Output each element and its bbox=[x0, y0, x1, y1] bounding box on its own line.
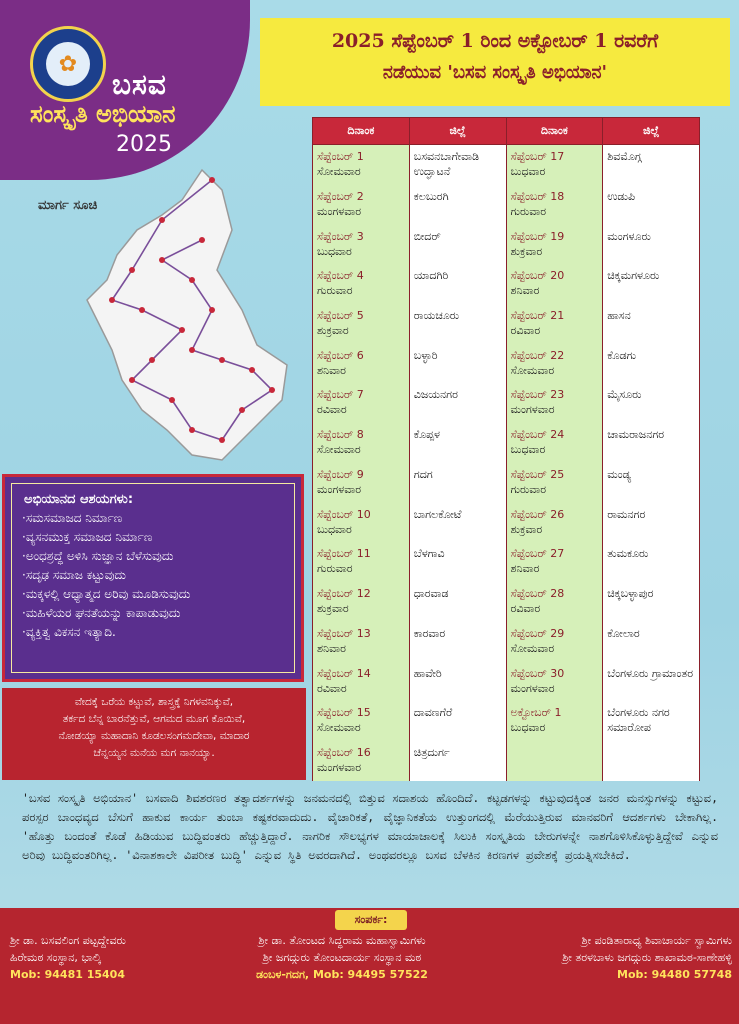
date-cell: ಸೆಪ್ಟೆಂಬರ್ 20 ಶನಿವಾರ bbox=[506, 264, 603, 304]
col-header-date-2: ದಿನಾಂಕ bbox=[506, 118, 603, 145]
table-row bbox=[313, 662, 700, 702]
district-cell bbox=[603, 741, 700, 781]
aims-item: ·ಸಮಸಮಾಜದ ನಿರ್ಮಾಣ bbox=[22, 511, 123, 525]
table-row bbox=[313, 463, 700, 503]
table-row bbox=[313, 423, 700, 463]
district-cell: ಹಾಸನ bbox=[603, 304, 700, 344]
district-cell: ಹಾವೇರಿ bbox=[409, 662, 506, 702]
contact-3 bbox=[470, 932, 732, 983]
aims-item: ·ವ್ಯಕ್ತಿತ್ವ ವಿಕಸನ ಇತ್ಯಾದಿ. bbox=[22, 625, 116, 639]
table-row bbox=[313, 701, 700, 741]
district-cell: ಮೈಸೂರು bbox=[603, 383, 700, 423]
district-cell: ಗದಗ bbox=[409, 463, 506, 503]
header-banner bbox=[260, 18, 730, 106]
contact-badge: ಸಂಪರ್ಕ: bbox=[335, 910, 407, 930]
table-row bbox=[313, 582, 700, 622]
date-cell: ಸೆಪ್ಟೆಂಬರ್ 13 ಶನಿವಾರ bbox=[313, 622, 410, 662]
logo-year: 2025 bbox=[116, 132, 172, 157]
date-cell: ಸೆಪ್ಟೆಂಬರ್ 7 ರವಿವಾರ bbox=[313, 383, 410, 423]
district-cell: ಚಿತ್ರದುರ್ಗ bbox=[409, 741, 506, 781]
date-cell: ಸೆಪ್ಟೆಂಬರ್ 19 ಶುಕ್ರವಾರ bbox=[506, 225, 603, 265]
district-cell: ಬೆಂಗಳೂರು ಗ್ರಾಮಾಂತರ bbox=[603, 662, 700, 702]
header-line-2: ನಡೆಯುವ 'ಬಸವ ಸಂಸ್ಕೃತಿ ಅಭಿಯಾನ' bbox=[382, 62, 608, 83]
col-header-district-2: ಜಿಲ್ಲೆ bbox=[603, 118, 700, 145]
district-cell: ಕಾರವಾರ bbox=[409, 622, 506, 662]
date-cell: ಸೆಪ್ಟೆಂಬರ್ 23 ಮಂಗಳವಾರ bbox=[506, 383, 603, 423]
table-row bbox=[313, 145, 700, 185]
date-cell: ಸೆಪ್ಟೆಂಬರ್ 30 ಮಂಗಳವಾರ bbox=[506, 662, 603, 702]
seal-emblem-icon: ✿ bbox=[46, 42, 90, 86]
date-cell: ಸೆಪ್ಟೆಂಬರ್ 22 ಸೋಮವಾರ bbox=[506, 344, 603, 384]
aims-item: ·ವ್ಯಸನಮುಕ್ತ ಸಮಾಜದ ನಿರ್ಮಾಣ bbox=[22, 530, 153, 544]
district-cell: ಚಿಕ್ಕಬಳ್ಳಾಪುರ bbox=[603, 582, 700, 622]
date-cell: ಸೆಪ್ಟೆಂಬರ್ 15 ಸೋಮವಾರ bbox=[313, 701, 410, 741]
route-label: ಮಾರ್ಗ ಸೂಚಿ bbox=[38, 198, 98, 213]
date-cell: ಸೆಪ್ಟೆಂಬರ್ 26 ಶುಕ್ರವಾರ bbox=[506, 503, 603, 543]
table-row bbox=[313, 304, 700, 344]
contact-mobile: Mob: 94481 15404 bbox=[10, 968, 125, 981]
date-cell: ಸೆಪ್ಟೆಂಬರ್ 17 ಬುಧವಾರ bbox=[506, 145, 603, 185]
col-header-district-1: ಜಿಲ್ಲೆ bbox=[409, 118, 506, 145]
date-cell: ಸೆಪ್ಟೆಂಬರ್ 8 ಸೋಮವಾರ bbox=[313, 423, 410, 463]
aims-item: ·ಮಕ್ಕಳಲ್ಲಿ ಆಧ್ಯಾತ್ಮದ ಅರಿವು ಮೂಡಿಸುವುದು bbox=[22, 587, 191, 601]
date-cell bbox=[506, 741, 603, 781]
table-row bbox=[313, 542, 700, 582]
table-row bbox=[313, 225, 700, 265]
date-cell: ಸೆಪ್ಟೆಂಬರ್ 2 ಮಂಗಳವಾರ bbox=[313, 185, 410, 225]
district-cell: ಶಿವಮೊಗ್ಗ bbox=[603, 145, 700, 185]
date-cell: ಸೆಪ್ಟೆಂಬರ್ 29 ಸೋಮವಾರ bbox=[506, 622, 603, 662]
district-cell: ಬೆಳಗಾವಿ bbox=[409, 542, 506, 582]
district-cell: ಬಳ್ಳಾರಿ bbox=[409, 344, 506, 384]
date-cell: ಸೆಪ್ಟೆಂಬರ್ 6 ಶನಿವಾರ bbox=[313, 344, 410, 384]
aims-box bbox=[2, 474, 304, 682]
table-row bbox=[313, 741, 700, 781]
map-outline bbox=[87, 170, 287, 460]
district-cell: ಬೆಂಗಳೂರು ನಗರ ಸಮಾರೋಪ bbox=[603, 701, 700, 741]
contact-mobile: Mob: 94480 57748 bbox=[617, 968, 732, 981]
district-cell: ಬೀದರ್ bbox=[409, 225, 506, 265]
table-row bbox=[313, 264, 700, 304]
contact-name: ಶ್ರೀ ಡಾ. ತೋಂಟದ ಸಿದ್ಧರಾಮ ಮಹಾಸ್ವಾಮಿಗಳು bbox=[258, 934, 426, 947]
district-cell: ರಾಯಚೂರು bbox=[409, 304, 506, 344]
description-paragraph: 'ಬಸವ ಸಂಸ್ಕೃತಿ ಅಭಿಯಾನ' ಬಸವಾದಿ ಶಿವಶರಣರ ತತ್ವಾದರ್ಶಗಳನ್ನು ಜನಮನದಲ್ಲಿ ಬಿತ್ತುವ ಸದಾಶಯ ಹೊಂದಿದೆ. ಕಟ್ಟಡಗಳನ್ನು ಕಟ್ಟುವುದಕ್ಕಿಂತ ಜನರ ಮನಸ್ಸುಗಳನ್ನು ಕಟ್ಟುವ, ಪರಸ್ಪರ ಬಾಂಧವ್ಯದ ಬೆಸುಗೆ ಹಾಕುವ ಕಾರ್ಯ ತುಂಬಾ ಕಷ್ಟಕರವಾದುದು. ವೈಚಾರಿಕತೆ, ವೈಜ್ಞಾನಿಕತೆಯ ಉತ್ತುಂಗದಲ್ಲಿ ಮೆರೆಯುತ್ತಿರುವ ಮಾನವರಿಗೆ ಆದರ್ಶಗಳು ಬೇಕಾಗಿಲ್ಲ. 'ಹೊತ್ತು ಬಂದಂತೆ ಕೊಡೆ ಹಿಡಿಯುವ ಬುದ್ಧಿವಂತರು ಹೆಚ್ಚುತ್ತಿದ್ದಾರೆ. ನಾಗರಿಕ ಸೌಲಭ್ಯಗಳ ಮಾಯಾಜಾಲಕ್ಕೆ ಸಿಲುಕಿ ಸಂಸ್ಕೃತಿಯ ಬೇರುಗಳನ್ನೇ ನಾಶಗೊಳಿಸಿಕೊಳ್ಳುತ್ತಿದ್ದೇವೆ ಎನ್ನುವ ಅರಿವು ಬುದ್ಧಿವಂತರಿಗಿಲ್ಲ. 'ವಿನಾಶಕಾಲೇ ವಿಪರೀತ ಬುದ್ಧಿ' ಎನ್ನುವ ಸ್ಥಿತಿ ಅವರದಾಗಿದೆ. ಅಂಥವರಲ್ಲೂ ಬಸವ ಬೆಳಕಿನ ಕಿರಣಗಳ ಪ್ರವೇಶಕ್ಕೆ ಪ್ರಯತ್ನಿಸಬೇಕಿದೆ. bbox=[22, 791, 718, 862]
contact-org: ಶ್ರೀ ಜಗದ್ಗುರು ತೋಂಟದಾರ್ಯ ಸಂಸ್ಥಾನ ಮಠ bbox=[262, 951, 422, 964]
table-row bbox=[313, 344, 700, 384]
aims-list bbox=[12, 511, 294, 640]
date-cell: ಸೆಪ್ಟೆಂಬರ್ 3 ಬುಧವಾರ bbox=[313, 225, 410, 265]
date-cell: ಅಕ್ಟೋಬರ್ 1 ಬುಧವಾರ bbox=[506, 701, 603, 741]
district-cell: ಕೊಡಗು bbox=[603, 344, 700, 384]
contact-2 bbox=[222, 932, 462, 983]
date-cell: ಸೆಪ್ಟೆಂಬರ್ 28 ರವಿವಾರ bbox=[506, 582, 603, 622]
table-row bbox=[313, 185, 700, 225]
date-cell: ಸೆಪ್ಟೆಂಬರ್ 14 ರವಿವಾರ bbox=[313, 662, 410, 702]
district-cell: ಚಾಮರಾಜನಗರ bbox=[603, 423, 700, 463]
contact-mobile: ಡಂಬಳ-ಗದಗ, Mob: 94495 57522 bbox=[256, 968, 428, 981]
contact-org: ಹಿರೇಮಠ ಸಂಸ್ಥಾನ, ಭಾಲ್ಕಿ bbox=[10, 951, 101, 964]
contact-org: ಶ್ರೀ ತರಳಬಾಳು ಜಗದ್ಗುರು ಶಾಖಾಮಠ-ಸಾಣೇಹಳ್ಳಿ bbox=[562, 951, 732, 964]
seal-logo bbox=[30, 26, 106, 102]
karnataka-route-map bbox=[82, 160, 292, 470]
district-cell: ರಾಮನಗರ bbox=[603, 503, 700, 543]
district-cell: ಬಸವನಬಾಗೇವಾಡಿ ಉದ್ಘಾಟನೆ bbox=[409, 145, 506, 185]
col-header-date-1: ದಿನಾಂಕ bbox=[313, 118, 410, 145]
date-cell: ಸೆಪ್ಟೆಂಬರ್ 27 ಶನಿವಾರ bbox=[506, 542, 603, 582]
district-cell: ಬಾಗಲಕೋಟೆ bbox=[409, 503, 506, 543]
district-cell: ಕೊಪ್ಪಳ bbox=[409, 423, 506, 463]
date-cell: ಸೆಪ್ಟೆಂಬರ್ 11 ಗುರುವಾರ bbox=[313, 542, 410, 582]
district-cell: ಚಿಕ್ಕಮಗಳೂರು bbox=[603, 264, 700, 304]
contact-name: ಶ್ರೀ ಡಾ. ಬಸವಲಿಂಗ ಪಟ್ಟದ್ದೇವರು bbox=[10, 934, 126, 947]
date-cell: ಸೆಪ್ಟೆಂಬರ್ 9 ಮಂಗಳವಾರ bbox=[313, 463, 410, 503]
district-cell: ಧಾರವಾಡ bbox=[409, 582, 506, 622]
vachana-quote bbox=[2, 688, 306, 780]
table-row bbox=[313, 503, 700, 543]
date-cell: ಸೆಪ್ಟೆಂಬರ್ 1 ಸೋಮವಾರ bbox=[313, 145, 410, 185]
contact-name: ಶ್ರೀ ಪಂಡಿತಾರಾಧ್ಯ ಶಿವಾಚಾರ್ಯ ಸ್ವಾಮಿಗಳು bbox=[581, 934, 732, 947]
table-row bbox=[313, 383, 700, 423]
date-cell: ಸೆಪ್ಟೆಂಬರ್ 5 ಶುಕ್ರವಾರ bbox=[313, 304, 410, 344]
table-row bbox=[313, 622, 700, 662]
date-cell: ಸೆಪ್ಟೆಂಬರ್ 18 ಗುರುವಾರ bbox=[506, 185, 603, 225]
district-cell: ತುಮಕೂರು bbox=[603, 542, 700, 582]
district-cell: ಉಡುಪಿ bbox=[603, 185, 700, 225]
quote-line: ನೋಡಯ್ಯಾ ಮಹಾದಾನಿ ಕೂಡಲಸಂಗಮದೇವಾ, ಮಾದಾರ bbox=[58, 730, 250, 742]
district-cell: ಕಲಬುರಗಿ bbox=[409, 185, 506, 225]
quote-line: ತರ್ಕದ ಬೆನ್ನ ಬಾರನೆತ್ತುವೆ, ಆಗಮದ ಮೂಗ ಕೊಯಿವೆ, bbox=[62, 713, 246, 725]
contact-1 bbox=[10, 932, 210, 983]
aims-title: ಅಭಿಯಾನದ ಆಶಯಗಳು: bbox=[24, 492, 134, 507]
date-cell: ಸೆಪ್ಟೆಂಬರ್ 16 ಮಂಗಳವಾರ bbox=[313, 741, 410, 781]
district-cell: ಮಂಡ್ಯ bbox=[603, 463, 700, 503]
district-cell: ವಿಜಯನಗರ bbox=[409, 383, 506, 423]
date-cell: ಸೆಪ್ಟೆಂಬರ್ 21 ರವಿವಾರ bbox=[506, 304, 603, 344]
logo-subtitle: ಸಂಸ್ಕೃತಿ ಅಭಿಯಾನ bbox=[30, 100, 176, 128]
district-cell: ಕೋಲಾರ bbox=[603, 622, 700, 662]
aims-item: ·ಮಹಿಳೆಯರ ಘನತೆಯನ್ನು ಕಾಪಾಡುವುದು bbox=[22, 606, 181, 620]
date-cell: ಸೆಪ್ಟೆಂಬರ್ 4 ಗುರುವಾರ bbox=[313, 264, 410, 304]
district-cell: ದಾವಣಗೆರೆ bbox=[409, 701, 506, 741]
quote-line: ವೇದಕ್ಕೆ ಒರೆಯ ಕಟ್ಟುವೆ, ಶಾಸ್ತ್ರಕ್ಕೆ ನಿಗಳವನಿಕ್ಕುವೆ, bbox=[74, 696, 234, 708]
quote-line: ಚೆನ್ನಯ್ಯನ ಮನೆಯ ಮಗ ನಾನಯ್ಯಾ. bbox=[93, 747, 215, 759]
aims-item: ·ಅಂಧಶ್ರದ್ಧೆ ಅಳಿಸಿ ಸುಜ್ಞಾನ ಬೆಳೆಸುವುದು bbox=[22, 549, 174, 563]
header-line-1: 2025 ಸೆಪ್ಟೆಂಬರ್ 1 ರಿಂದ ಅಕ್ಟೋಬರ್ 1 ರವರೆಗೆ bbox=[331, 30, 659, 52]
date-cell: ಸೆಪ್ಟೆಂಬರ್ 24 ಬುಧವಾರ bbox=[506, 423, 603, 463]
date-cell: ಸೆಪ್ಟೆಂಬರ್ 25 ಗುರುವಾರ bbox=[506, 463, 603, 503]
schedule-table bbox=[312, 117, 700, 781]
district-cell: ಯಾದಗಿರಿ bbox=[409, 264, 506, 304]
district-cell: ಮಂಗಳೂರು bbox=[603, 225, 700, 265]
logo-title: ಬಸವ bbox=[112, 68, 167, 101]
aims-item: ·ಸದೃಢ ಸಮಾಜ ಕಟ್ಟುವುದು bbox=[22, 568, 126, 582]
date-cell: ಸೆಪ್ಟೆಂಬರ್ 10 ಬುಧವಾರ bbox=[313, 503, 410, 543]
date-cell: ಸೆಪ್ಟೆಂಬರ್ 12 ಶುಕ್ರವಾರ bbox=[313, 582, 410, 622]
